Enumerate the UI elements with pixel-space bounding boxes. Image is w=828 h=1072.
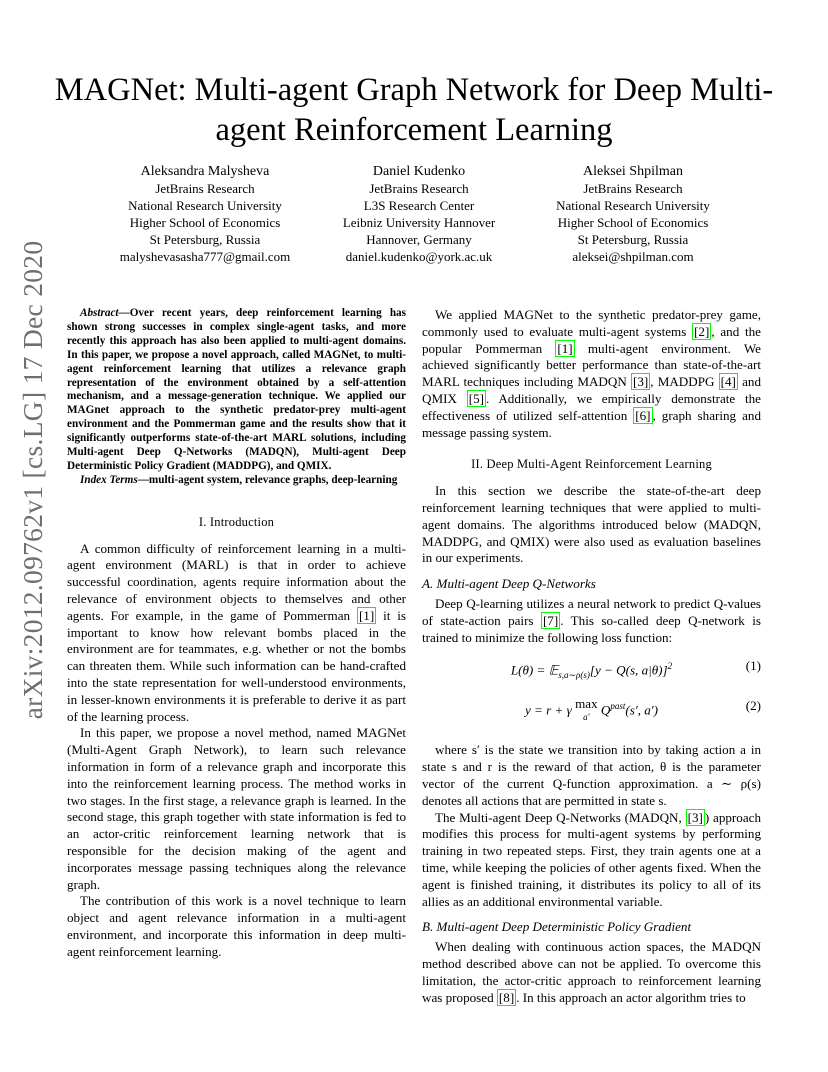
- author-affiliation: JetBrains Research: [369, 181, 469, 196]
- author-location: St Petersburg, Russia: [577, 232, 689, 247]
- author-email: aleksei@shpilman.com: [572, 249, 694, 264]
- right-column: [422, 307, 761, 1006]
- equation-1: [422, 654, 761, 686]
- author-name: Aleksandra Malysheva: [140, 164, 270, 179]
- citation-link[interactable]: [3]: [632, 374, 649, 390]
- author-affiliation: Leibniz University Hannover: [342, 215, 496, 230]
- author-affiliation: JetBrains Research: [155, 181, 255, 196]
- author-block-2: [309, 163, 529, 265]
- madqn-paragraph-1: Deep Q-learning utilizes a neural network to predict Q-values of state-action pairs [7] . This so-called deep Q-network is trained to minimize the following loss function:: [422, 595, 761, 645]
- subsection-heading-madqn: A. Multi-agent Deep Q-Networks: [422, 576, 596, 592]
- madqn-paragraph-2: where s′ is the state we transition into by taking action a in state s and r is the reward of that action, θ is the parameter vector of the current Q-function approximation. a ∼ ρ(s) denotes all actions that are permitted in state s.: [422, 742, 761, 808]
- index-terms: [67, 474, 406, 488]
- equation-2-body: y = r + γ max a′ $Q^{past}(s'$, a′): [524, 696, 659, 723]
- author-location: St Petersburg, Russia: [149, 232, 261, 247]
- author-name: Daniel Kudenko: [372, 164, 466, 179]
- citation-link[interactable]: [2]: [694, 323, 710, 339]
- author-block-3: [523, 163, 743, 265]
- citation-link[interactable]: [3]: [687, 809, 703, 825]
- citation-link[interactable]: [8]: [498, 989, 515, 1005]
- citation-link[interactable]: [6]: [635, 407, 651, 423]
- equation-1-body: L(θ) = 𝔼$_{s,a\sim\rho(s)}$[y − Q(s, a|θ)]$^2$: [510, 661, 673, 681]
- section2-paragraph-1: In this section we describe the state-of-the-art deep reinforcement learning techniques that were applied to multi-agent domains. The algorithms introduced below (MADQN, MADDPG, and QMIX) were also used as evaluation baselines in our experiments.: [422, 483, 761, 566]
- author-affiliation: Higher School of Economics: [129, 215, 281, 230]
- maddpg-paragraph-1: When dealing with continuous action spaces, the MADQN method described above can not be applied. To overcome this limitation, the actor-critic approach to reinforcement learning was proposed [8] . In this approach an actor algorithm tries to: [422, 939, 761, 1005]
- citation-link[interactable]: [4]: [720, 374, 736, 390]
- author-affiliation: National Research University: [128, 198, 282, 213]
- section-heading-deep-marl: II. Deep Multi-Agent Reinforcement Learning: [471, 457, 712, 472]
- intro-paragraph-2: In this paper, we propose a novel method, named MAGNet (Multi-Agent Graph Network), to learn such relevance information in form of a relevance graph and incorporate this into the reinforcement learning process. The method works in two stages. In the first stage, a relevance graph is learned. In the second stage, this graph together with state information is fed to an actor-critic reinforcement learning network that is responsible for the decision making of the agent and incorporates message passing techniques along the relevance graph.: [67, 725, 406, 892]
- section-heading-introduction: I. Introduction: [198, 514, 275, 529]
- abstract-text: —Over recent years, deep reinforcement learning has shown strong successes in complex single-agent tasks, and more recently this approach has also been applied to multi-agent domains. In this paper, we propose a novel approach, called MAGNet, to multi-agent reinforcement learning that utilizes a relevance graph representation of the environment obtained by a self-attention mechanism, and a message-generation technique. We applied our MAGnet approach to the synthetic predator-prey multi-agent environment and the Pommerman game and the results show that it significantly outperforms state-of-the-art MARL solutions, including Multi-agent Deep Q-Networks (MADQN), Multi-agent Deep Deterministic Policy Gradient (MADDPG), and QMIX.: [67, 307, 406, 472]
- author-email: malyshevasasha777@gmail.com: [119, 249, 291, 264]
- intro-paragraph-1: A common difficulty of reinforcement learning in a multi-agent environment (MARL) is that in order to achieve successful coordination, agents require information about the relevance of environment objects to themselves and other agents. For example, in the game of Pommerman [1] it is important to know how relevant bombs placed in the environment are for teammates, e.g. whether or not the bombs can threaten them. While such information can be hand-crafted into the state representation for well-understood environments, in lesser-known environments it is preferable to derive it as part of the learning process.: [67, 540, 406, 724]
- abstract-label: Abstract: [80, 307, 119, 319]
- intro-paragraph-3: The contribution of this work is a novel technique to learn object and agent relevance information in a multi-agent environment, and incorporate this information in deep multi-agent reinforcement learning.: [67, 893, 406, 959]
- left-column: [67, 307, 406, 961]
- citation-link[interactable]: [7]: [542, 612, 559, 628]
- citation-link[interactable]: [5]: [468, 390, 484, 406]
- madqn-paragraph-3: The Multi-agent Deep Q-Networks (MADQN, [3] ) approach modifies this process for multi-agent systems by performing training in two repeated steps. First, they train agents one at a time, while keeping the policies of other agents fixed. When the agent is finished training, it distributes its policy to all of its allies as an additional environmental variable.: [422, 809, 761, 909]
- equation-1-number: (1): [745, 658, 761, 674]
- equation-2: [422, 694, 761, 734]
- citation-link[interactable]: [1]: [358, 607, 375, 623]
- intro-continued-paragraph: We applied MAGNet to the synthetic predator-prey game, commonly used to evaluate multi-agent systems [2] , and the popular Pommerman [1] multi-agent environment. We achieved significantly better performance than state-of-the-art MARL techniques including MADQN [3] , MADDPG [4] and QMIX [5] . Additionally, we empirically demonstrate the effectiveness of utilized self-attention [6] , graph sharing and message passing system.: [422, 307, 761, 440]
- author-affiliation: JetBrains Research: [583, 181, 683, 196]
- citation-link[interactable]: [1]: [557, 340, 573, 356]
- author-affiliation: Higher School of Economics: [557, 215, 709, 230]
- author-location: Hannover, Germany: [366, 232, 472, 247]
- author-affiliation: L3S Research Center: [363, 198, 475, 213]
- subsection-heading-maddpg: B. Multi-agent Deep Deterministic Policy Gradient: [422, 919, 692, 935]
- author-block-1: [95, 163, 315, 265]
- author-email: daniel.kudenko@york.ac.uk: [345, 249, 493, 264]
- equation-2-number: (2): [745, 698, 761, 714]
- paper-title: MAGNet: Multi-agent Graph Network for Deep Multi-agent Reinforcement Learning: [54, 72, 774, 148]
- abstract: [67, 307, 406, 474]
- index-terms-text: —multi-agent system, relevance graphs, deep-learning: [137, 473, 398, 486]
- index-terms-label: Index Terms: [80, 473, 138, 486]
- author-affiliation: National Research University: [556, 198, 710, 213]
- author-name: Aleksei Shpilman: [583, 164, 683, 179]
